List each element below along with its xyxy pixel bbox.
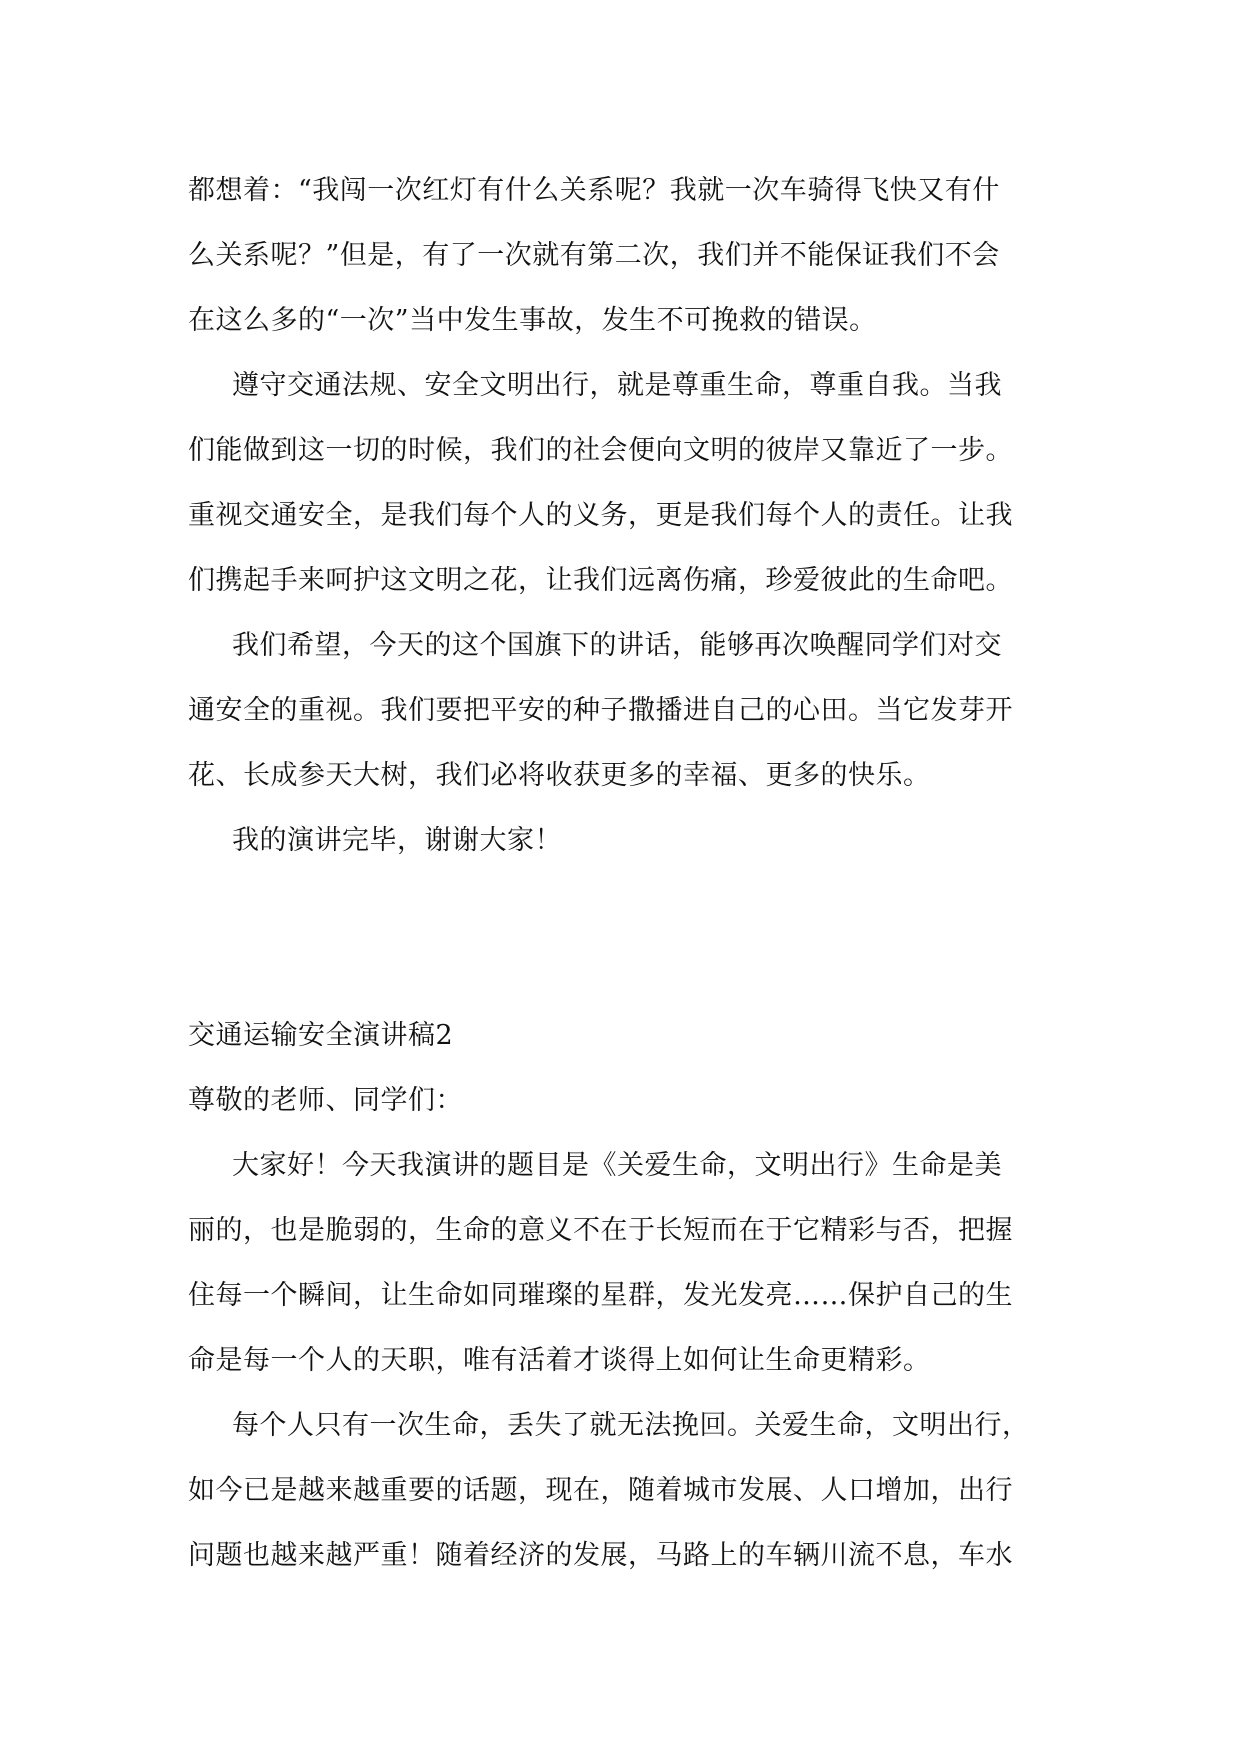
text-line: 我的演讲完毕，谢谢大家！ [232,825,562,856]
text-line: 问题也越来越严重！随着经济的发展，马路上的车辆川流不息，车水 [188,1540,1013,1571]
paragraph [188,613,1054,808]
section-title: 交通运输安全演讲稿2 [188,1020,454,1051]
text-line: 命是每一个人的天职，唯有活着才谈得上如何让生命更精彩。 [188,1345,931,1376]
paragraph [188,1133,1054,1393]
paragraph [188,1393,1054,1588]
text-line: 每个人只有一次生命，丢失了就无法挽回。关爱生命，文明出行， [232,1410,1030,1441]
text-line: 如今已是越来越重要的话题，现在，随着城市发展、人口增加，出行 [188,1475,1013,1506]
salutation: 尊敬的老师、同学们： [188,1085,463,1116]
text-line: 在这么多的“一次”当中发生事故，发生不可挽救的错误。 [188,305,877,336]
text-line: 住每一个瞬间，让生命如同璀璨的星群，发光发亮……保护自己的生 [188,1280,1013,1311]
paragraph [188,808,1054,873]
text-line: 通安全的重视。我们要把平安的种子撒播进自己的心田。当它发芽开 [188,695,1013,726]
section-spacer [188,873,1054,1003]
text-line: 重视交通安全，是我们每个人的义务，更是我们每个人的责任。让我 [188,500,1013,531]
text-line: 们能做到这一切的时候，我们的社会便向文明的彼岸又靠近了一步。 [188,435,1013,466]
text-line: 丽的，也是脆弱的，生命的意义不在于长短而在于它精彩与否，把握 [188,1215,1013,1246]
text-line: 么关系呢？”但是，有了一次就有第二次，我们并不能保证我们不会 [188,240,1000,271]
text-line: 们携起手来呵护这文明之花，让我们远离伤痛，珍爱彼此的生命吧。 [188,565,1013,596]
text-line: 遵守交通法规、安全文明出行，就是尊重生命，尊重自我。当我 [232,370,1002,401]
text-line: 都想着：“我闯一次红灯有什么关系呢？我就一次车骑得飞快又有什 [188,175,1000,206]
text-line: 花、长成参天大树，我们必将收获更多的幸福、更多的快乐。 [188,760,931,791]
document-body [188,158,1054,1588]
text-line: 我们希望，今天的这个国旗下的讲话，能够再次唤醒同学们对交 [232,630,1002,661]
paragraph [188,353,1054,613]
text-line: 大家好！今天我演讲的题目是《关爱生命，文明出行》生命是美 [232,1150,1002,1181]
paragraph [188,158,1054,353]
